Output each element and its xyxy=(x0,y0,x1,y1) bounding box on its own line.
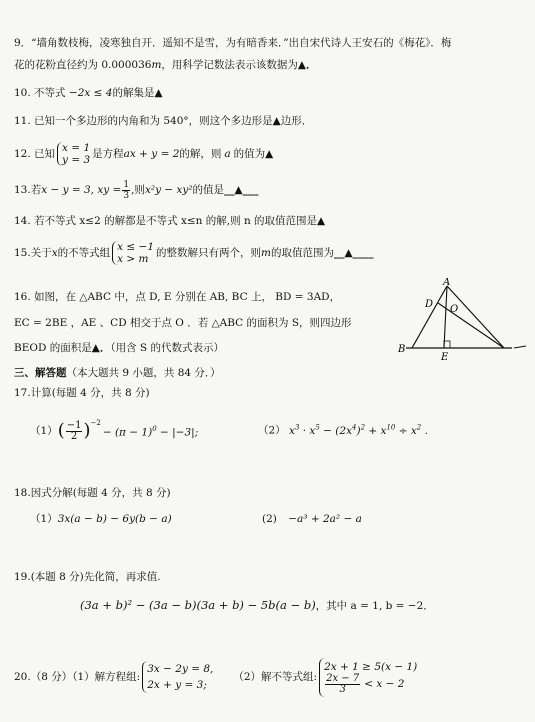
question-16-line1 xyxy=(14,290,340,304)
q11-text: 11. 已知一个多边形的内角和为 540°，则这个多边形是 xyxy=(14,115,273,127)
q20-ineq2-num: 2x − 7 xyxy=(326,672,360,684)
q14-text: 14. 若不等式 x≤2 的解都是不等式 x≤n 的解,则 n 的取值范围是 xyxy=(14,215,318,227)
question-12 xyxy=(14,138,273,170)
figure-label-o: O xyxy=(450,304,459,315)
q11-post: 边形． xyxy=(280,115,313,127)
question-17-part2 xyxy=(258,420,428,438)
q17-half-den: 2 xyxy=(70,430,78,442)
q13-expression2: x²y − xy² xyxy=(144,184,193,196)
q17-half-num: −1 xyxy=(66,419,82,431)
q17-open-paren: ( xyxy=(57,420,65,441)
q13-text: ,则 xyxy=(131,184,145,196)
q10-blank[interactable]: ▲ xyxy=(154,87,163,99)
q16-text-line2: EC = 2BE ，AE 、CD 相交于点 O ．若 △ABC 的面积为 S，则四边形 xyxy=(14,317,352,329)
q13-text-post: 的值是 xyxy=(192,184,225,196)
q19-title: 19.(本题 8 分)先化简，再求值. xyxy=(14,571,161,583)
q15-system-line1: x ≤ −1 xyxy=(117,241,154,253)
figure-tail-stroke xyxy=(514,346,526,348)
q9-text-line2: 花的花粉直径约为 0.000036 xyxy=(14,59,152,71)
question-10 xyxy=(14,86,163,100)
q20-ineq2-den: 3 xyxy=(339,683,346,695)
q13-blank[interactable]: __▲___ xyxy=(224,184,259,196)
figure-label-a: A xyxy=(443,278,451,288)
question-18-part1 xyxy=(30,512,172,526)
q20-ineq2-rhs: < x − 2 xyxy=(364,678,405,690)
figure-side-ba xyxy=(412,286,447,348)
q13-expression1: x − y = 3, xy = xyxy=(41,184,122,196)
question-13 xyxy=(14,178,258,202)
question-16-line3 xyxy=(14,341,224,355)
q17-close-paren: ) xyxy=(83,420,91,441)
q19-condition: ，其中 a = 1, b = −2． xyxy=(315,600,434,612)
section-3-heading xyxy=(14,366,221,380)
q20-equation1: 3x − 2y = 8, xyxy=(147,663,214,675)
q16-triangle-figure xyxy=(392,278,528,362)
figure-right-angle-mark xyxy=(444,341,450,348)
q12-variable: a xyxy=(224,148,231,160)
q19-expression: (3a + b)² − (3a − b)(3a + b) − 5b(a − b) xyxy=(80,598,316,612)
q15-blank[interactable]: __▲____ xyxy=(333,247,374,259)
q12-blank[interactable]: ▲ xyxy=(265,148,274,160)
question-18-title xyxy=(14,486,171,500)
q20-part2-label: （2）解不等式组: xyxy=(233,671,318,683)
q9-unit: m xyxy=(151,59,162,71)
question-18-part2 xyxy=(262,512,362,526)
q18-part1-expression: 3x(a − b) − 6y(b − a) xyxy=(57,513,172,525)
q15-system-line2: x > m xyxy=(117,253,149,265)
question-14 xyxy=(14,214,325,228)
question-19-title xyxy=(14,570,161,584)
q20-equation-system xyxy=(142,661,213,693)
q15-text: 的不等式组 xyxy=(57,247,111,259)
q12-system-brace xyxy=(57,142,90,166)
question-9-line1 xyxy=(14,36,451,50)
q16-blank[interactable]: ▲． xyxy=(91,342,111,354)
section-3-title: 三、解答题 xyxy=(14,367,67,379)
q16-text-line1: 16. 如图，在 △ABC 中，点 D, E 分别在 AB, BC 上， BD = 3AD， xyxy=(14,291,341,303)
q18-title: 18.因式分解(每题 4 分，共 8 分) xyxy=(14,487,171,499)
section-3-note: （本大题共 9 小题，共 84 分．） xyxy=(66,367,221,379)
q11-blank[interactable]: ▲ xyxy=(272,115,281,127)
q20-equation2: 2x + y = 3; xyxy=(147,679,207,691)
q9-blank[interactable]: ▲． xyxy=(297,59,317,71)
question-17-title xyxy=(14,386,150,400)
q15-text-post: 的整数解只有两个，则 xyxy=(156,247,261,259)
q20-label: 20.（8 分）（1）解方程组: xyxy=(14,671,141,683)
q13-label: 13.若 xyxy=(14,184,42,196)
q17-part2-label: （2） xyxy=(258,424,286,437)
q12-text: 是方程 xyxy=(92,148,124,160)
q10-text: 的解集是 xyxy=(112,87,155,99)
q17-exp-neg2: −2 xyxy=(90,419,101,427)
q16-text-line3: BEOD 的面积是 xyxy=(14,342,92,354)
figure-label-d: D xyxy=(425,299,434,310)
q12-equation: ax + y = 2 xyxy=(123,148,180,160)
figure-segment-ae xyxy=(444,286,447,348)
question-17-part1 xyxy=(30,410,198,452)
figure-label-e: E xyxy=(441,352,449,362)
q13-fraction xyxy=(122,180,130,201)
q15-variable2: m xyxy=(261,247,271,259)
q9-text-line1: 9．“墙角数枝梅，凌寒独自开．遥知不是雪，为有暗香来．”出自宋代诗人王安石的《梅花》．梅 xyxy=(14,37,452,49)
q10-expression: −2x ≤ 4 xyxy=(68,87,113,99)
q12-system-line1: x = 1 xyxy=(62,142,91,154)
q9-text-line2-post: ，用科学记数法表示该数据为 xyxy=(161,59,298,71)
q12-tail: 的值为 xyxy=(233,148,266,160)
question-20 xyxy=(14,652,419,702)
q17-part2-expression: $x^3 \cdot x^5 - (2x^4)^2 + x^{10} \div x^2$ . xyxy=(289,423,428,437)
q12-system-line2: y = 3 xyxy=(62,154,91,166)
q20-inequality-system xyxy=(319,658,417,697)
q17-minus-half xyxy=(66,421,83,442)
q16-text-line3-post: （用含 S 的代数式表示） xyxy=(110,342,224,354)
question-16-line2 xyxy=(14,316,352,330)
q20-inequality1: 2x + 1 ≥ 5(x − 1) xyxy=(324,660,418,673)
question-9-line2 xyxy=(14,58,317,72)
question-15 xyxy=(14,236,374,270)
question-11 xyxy=(14,114,312,128)
q15-tail: 的取值范围为 xyxy=(270,247,334,259)
q17-pi-term: − $(\pi - 1)^0 - |-3|$; xyxy=(102,425,199,439)
q17-title: 17.计算(每题 4 分，共 8 分) xyxy=(14,387,150,399)
figure-label-b: B xyxy=(398,344,406,355)
q13-frac-den: 3 xyxy=(123,190,130,201)
q15-variable: x xyxy=(51,247,58,259)
figure-side-ac xyxy=(447,286,504,348)
q18-part1-label: （1） xyxy=(30,513,58,525)
q18-part2-expression: −a³ + 2a² − a xyxy=(288,513,362,525)
q10-label: 10. 不等式 xyxy=(14,87,66,99)
q14-blank[interactable]: ▲ xyxy=(317,215,326,227)
q13-frac-num: 1 xyxy=(123,179,130,190)
q15-system-brace xyxy=(112,241,154,265)
q20-inequality2 xyxy=(324,674,417,695)
q18-part2-label: (2) xyxy=(262,513,277,525)
q15-label: 15.关于 xyxy=(14,247,52,259)
q12-label: 12. 已知 xyxy=(14,148,56,160)
q17-part1-label: （1） xyxy=(30,425,58,437)
q20-ineq2-fraction xyxy=(325,674,360,695)
question-19-expression-line xyxy=(80,598,434,613)
q12-text-post: 的解，则 xyxy=(179,148,222,160)
